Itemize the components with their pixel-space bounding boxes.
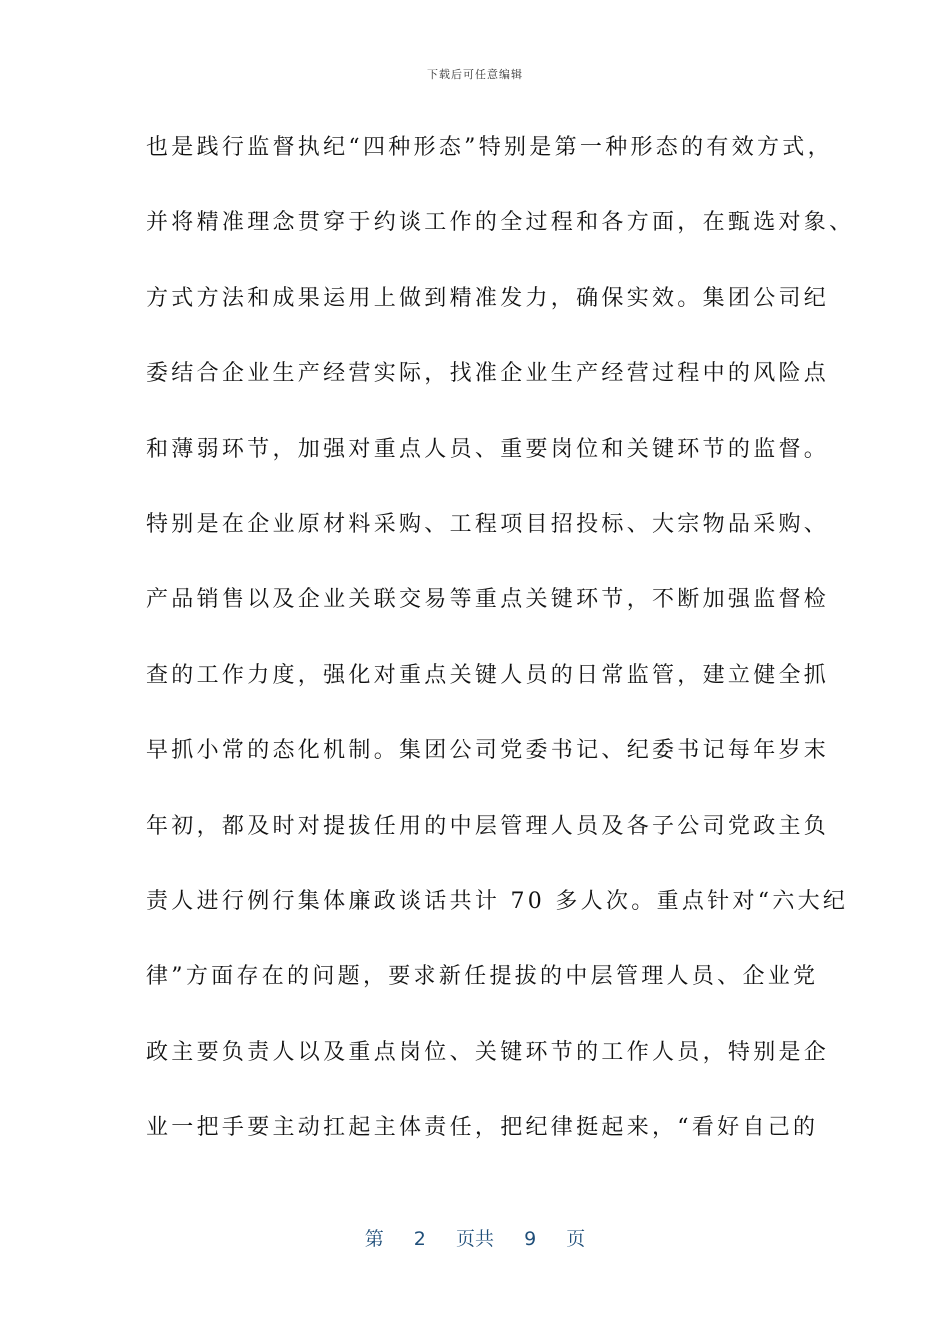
body-line-4: 委结合企业生产经营实际，找准企业生产经营过程中的风险点: [146, 361, 830, 387]
footer-page-suffix: 页: [566, 1228, 586, 1250]
body-line-3: 方式方法和成果运用上做到精准发力，确保实效。集团公司纪: [146, 285, 830, 311]
footer-page-total: 9: [524, 1228, 537, 1250]
body-line-1: 也是践行监督执纪“四种形态”特别是第一种形态的有效方式，: [146, 135, 833, 160]
document-body: [146, 124, 855, 1179]
body-line-12: 律”方面存在的问题，要求新任提拔的中层管理人员、企业党: [146, 964, 819, 990]
body-line-9: 早抓小常的态化机制。集团公司党委书记、纪委书记每年岁末: [146, 738, 830, 764]
footer-page-prefix: 第: [364, 1228, 384, 1250]
body-line-11: 责人进行例行集体廉政谈话共计 70 多人次。重点针对“六大纪: [146, 888, 849, 914]
body-line-10: 年初，都及时对提拔任用的中层管理人员及各子公司党政主负: [146, 813, 830, 839]
footer-page-middle: 页共: [455, 1228, 494, 1250]
body-line-7: 产品销售以及企业关联交易等重点关键环节，不断加强监督检: [146, 587, 830, 613]
footer-page-number: 2: [413, 1228, 426, 1250]
body-line-2: 并将精准理念贯穿于约谈工作的全过程和各方面，在甄选对象、: [146, 210, 855, 236]
body-line-8: 查的工作力度，强化对重点关键人员的日常监管，建立健全抓: [146, 662, 830, 688]
page-header-note: 下载后可任意编辑: [427, 68, 523, 81]
body-line-13: 政主要负责人以及重点岗位、关键环节的工作人员，特别是企: [146, 1039, 830, 1065]
body-line-5: 和薄弱环节，加强对重点人员、重要岗位和关键环节的监督。: [146, 436, 830, 462]
body-line-6: 特别是在企业原材料采购、工程项目招投标、大宗物品采购、: [146, 511, 830, 537]
body-line-14: 业一把手要主动扛起主体责任，把纪律挺起来，“看好自己的: [146, 1115, 819, 1141]
page-footer: [0, 1224, 950, 1251]
